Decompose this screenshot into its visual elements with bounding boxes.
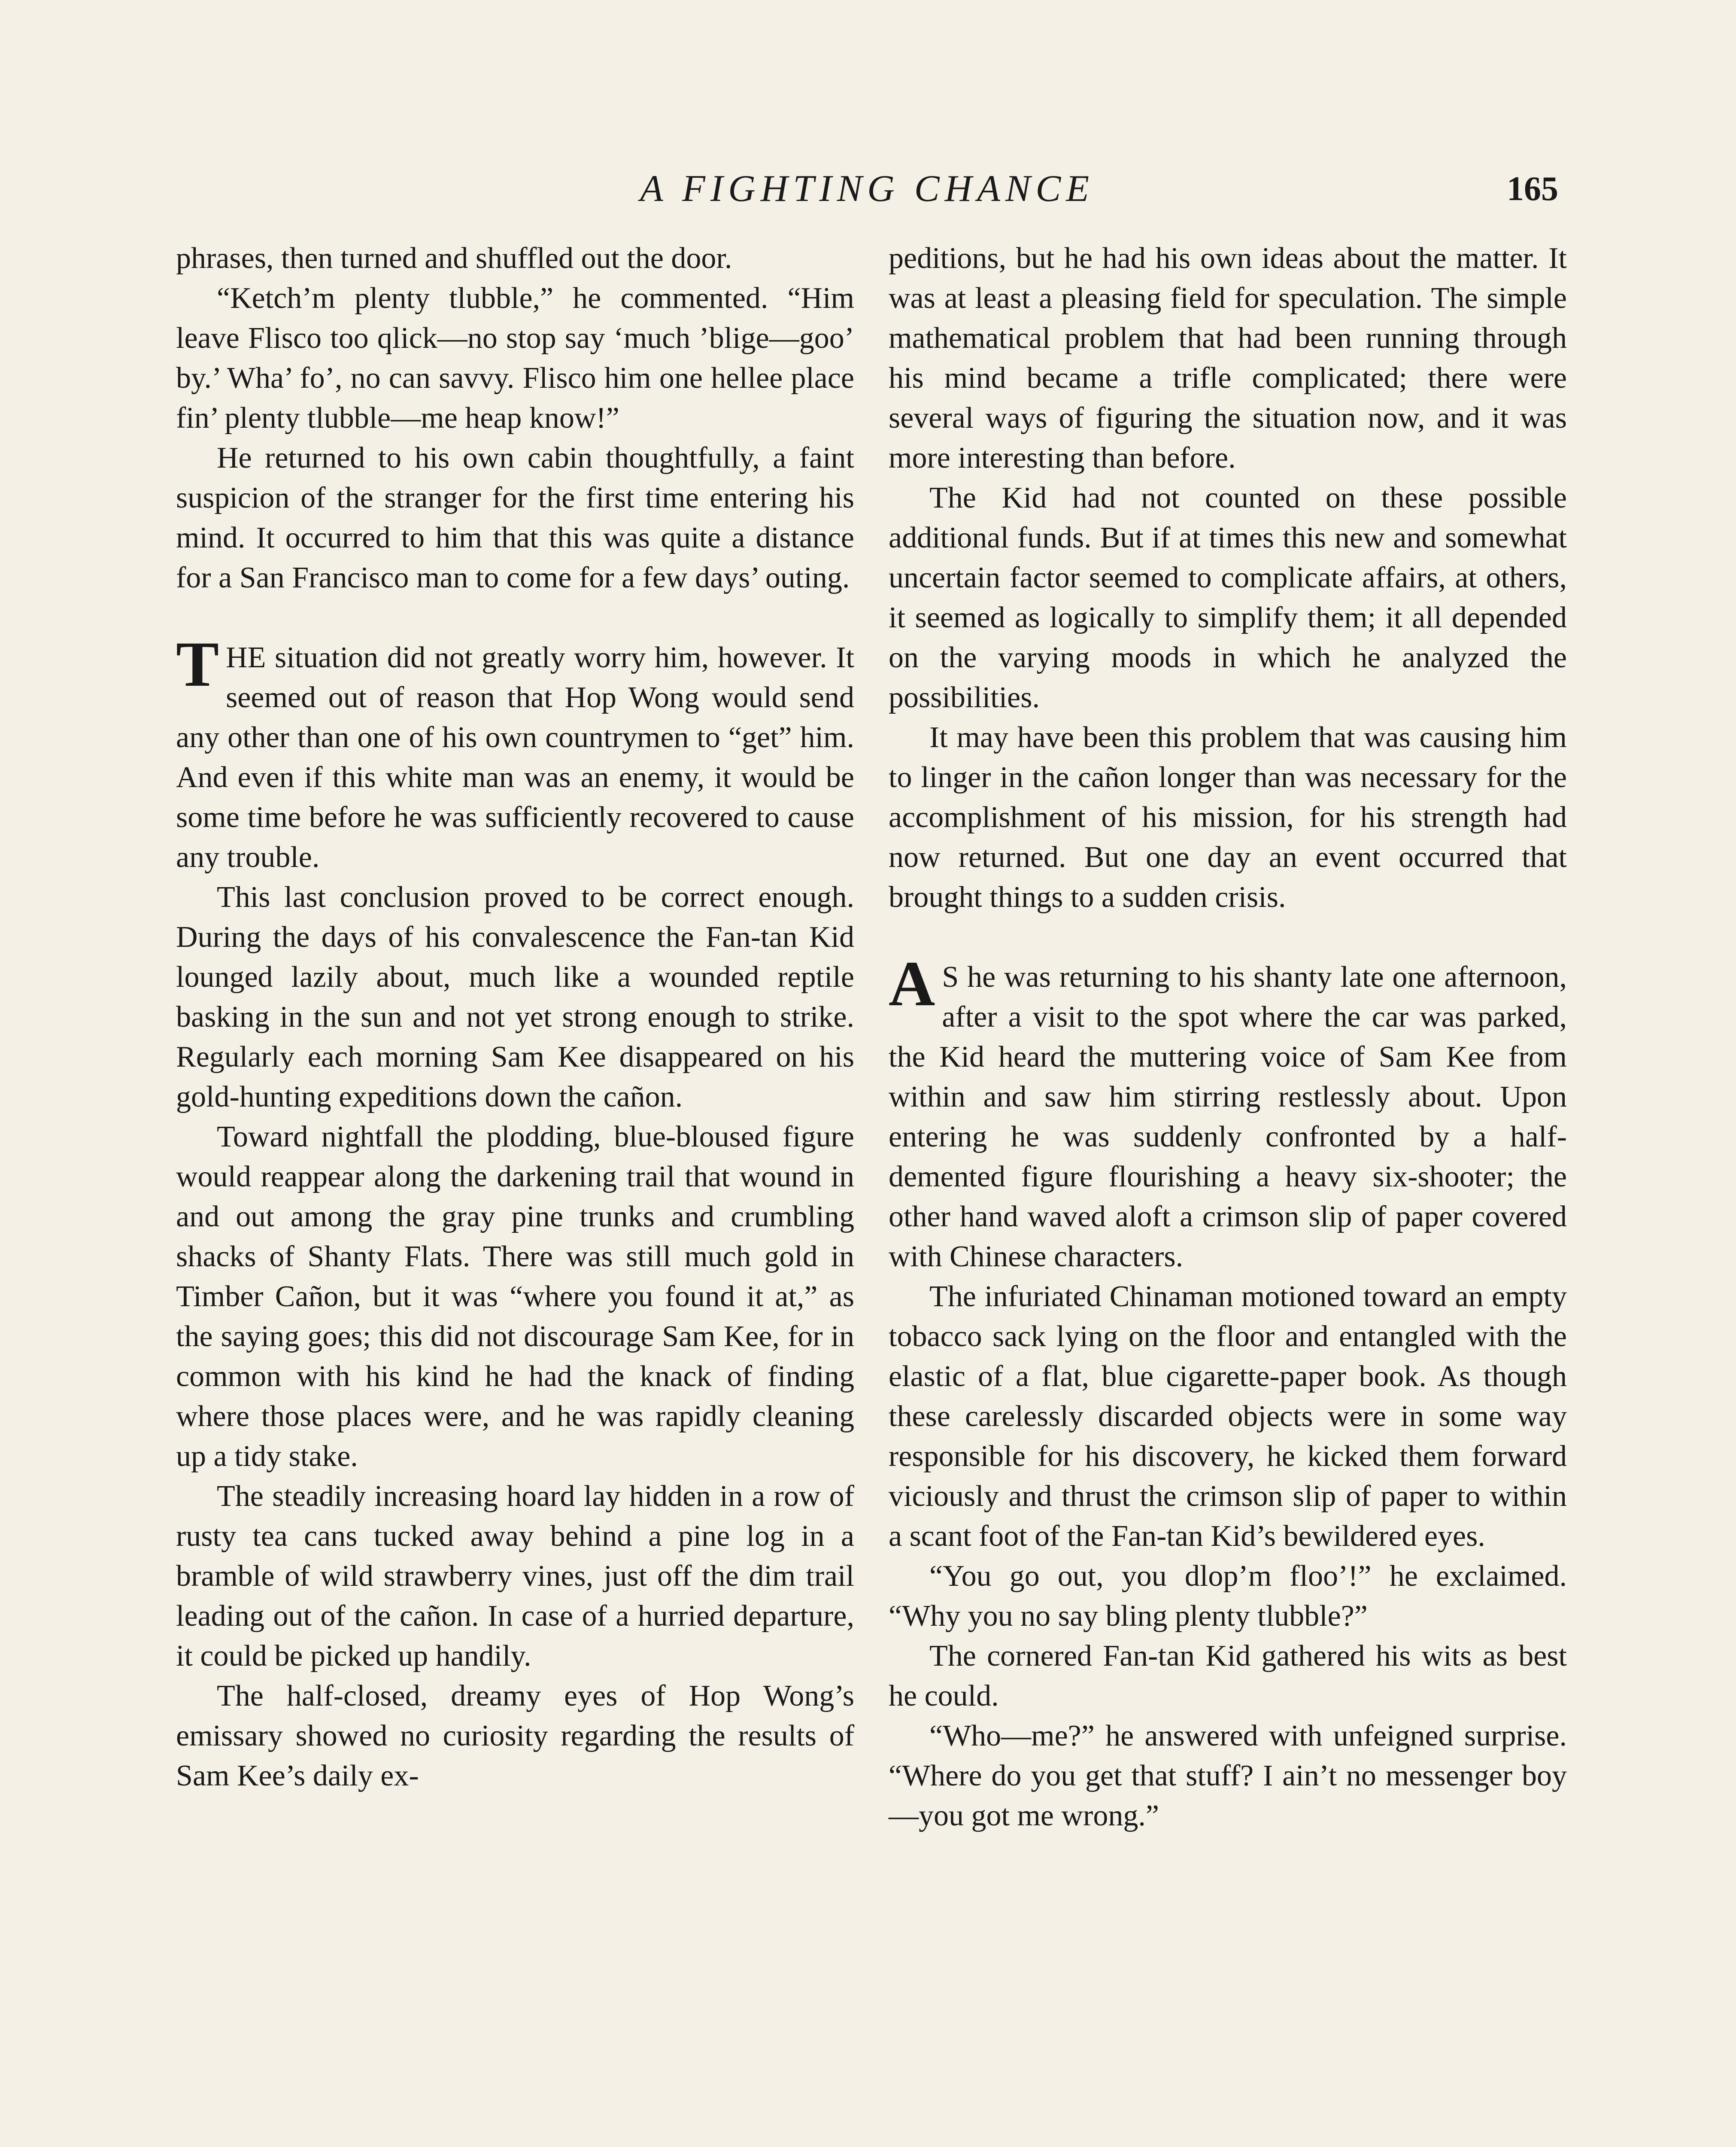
paragraph: The steadily increasing hoard lay hidden in a row of rusty tea cans tucked away behind a pine log in a bramble of wild strawberry vines, just off the dim trail leading out of the cañon. In case of a hurried departure, it could be picked up handily.: [176, 1480, 854, 1673]
paragraph: “Who—me?” he answered with unfeigned surprise. “Where do you get that stuff? I ain’t no messenger boy—you got me wrong.”: [889, 1719, 1567, 1832]
paragraph: phrases, then turned and shuffled out the door.: [176, 242, 732, 275]
paragraph: The cornered Fan-tan Kid gathered his wits as best he could.: [889, 1639, 1567, 1712]
paragraph: peditions, but he had his own ideas about the matter. It was at least a pleasing field for speculation. The simple mathematical problem that had been running through his mind became a trifle complicated; there were several ways of figuring the situation now, and it was more interesting than before.: [889, 242, 1567, 474]
small-caps-lead: HE: [226, 641, 266, 674]
section-opening-paragraph: [889, 948, 1567, 1277]
left-column: [176, 238, 854, 1796]
paragraph: The Kid had not counted on these possible additional funds. But if at times this new and somewhat uncertain factor seemed to complicate affairs, at others, it seemed as logically to simplify them; it all depended on the varying moods in which he analyzed the possibilities.: [889, 481, 1567, 714]
paragraph: This last conclusion proved to be correct enough. During the days of his convalescence the Fan-tan Kid lounged lazily about, much like a wounded reptile basking in the sun and not yet strong enough to strike. Regularly each morning Sam Kee disappeared on his gold-hunting expeditions down the cañon.: [176, 881, 854, 1113]
paragraph: The half-closed, dreamy eyes of Hop Wong’s emissary showed no curiosity regarding the results of Sam Kee’s daily ex-: [176, 1679, 854, 1792]
paragraph: The infuriated Chinaman motioned toward an empty tobacco sack lying on the floor and entangled with the elastic of a flat, blue cigarette-paper book. As though these carelessly discarded objects were in some way responsible for his discovery, he kicked them forward viciously and thrust the crimson slip of paper to within a scant foot of the Fan-tan Kid’s bewildered eyes.: [889, 1280, 1567, 1553]
running-title: A FIGHTING CHANCE: [640, 168, 1094, 210]
paragraph: “Ketch’m plenty tlubble,” he commented. “Him leave Flisco too qlick—no stop say ‘much ’blige—goo’ by.’ Wha’ fo’, no can savvy. Flisco him one hellee place fin’ plenty tlubble—me heap know!”: [176, 282, 854, 435]
drop-cap: A: [889, 948, 935, 1019]
small-caps-lead: S: [942, 961, 959, 994]
section-opening-paragraph: [176, 629, 854, 877]
paragraph-text: situation did not greatly worry him, however. It seemed out of reason that Hop Wong would send any other than one of his own countrymen to “get” him. And even if this white man was an enemy, it would be some time before he was sufficiently recovered to cause any trouble.: [176, 641, 854, 874]
paragraph: He returned to his own cabin thoughtfully, a faint suspicion of the stranger for the first time entering his mind. It occurred to him that this was quite a distance for a San Francisco man to come for a few days’ outing.: [176, 441, 854, 594]
page-number: 165: [1507, 170, 1558, 208]
paragraph: “You go out, you dlop’m floo’!” he exclaimed. “Why you no say bling plenty tlubble?”: [889, 1560, 1567, 1633]
paragraph-text: he was returning to his shanty late one afternoon, after a visit to the spot where the car was parked, the Kid heard the muttering voice of Sam Kee from within and saw him stirring restlessly about. Upon entering he was suddenly confronted by a half-demented figure flourishing a heavy six-shooter; the other hand waved aloft a crimson slip of paper covered with Chinese characters.: [889, 961, 1567, 1273]
drop-cap: T: [176, 629, 219, 700]
paragraph: It may have been this problem that was causing him to linger in the cañon longer than was necessary for the accomplishment of his mission, for his strength had now returned. But one day an event occurred that brought things to a sudden crisis.: [889, 721, 1567, 914]
right-column: [889, 238, 1567, 1836]
page-header: [176, 163, 1558, 215]
paragraph: Toward nightfall the plodding, blue-bloused figure would reappear along the darkening trail that wound in and out among the gray pine trunks and crumbling shacks of Shanty Flats. There was still much gold in Timber Cañon, but it was “where you found it at,” as the saying goes; this did not discourage Sam Kee, for in common with his kind he had the knack of finding where those places were, and he was rapidly cleaning up a tidy stake.: [176, 1120, 854, 1473]
